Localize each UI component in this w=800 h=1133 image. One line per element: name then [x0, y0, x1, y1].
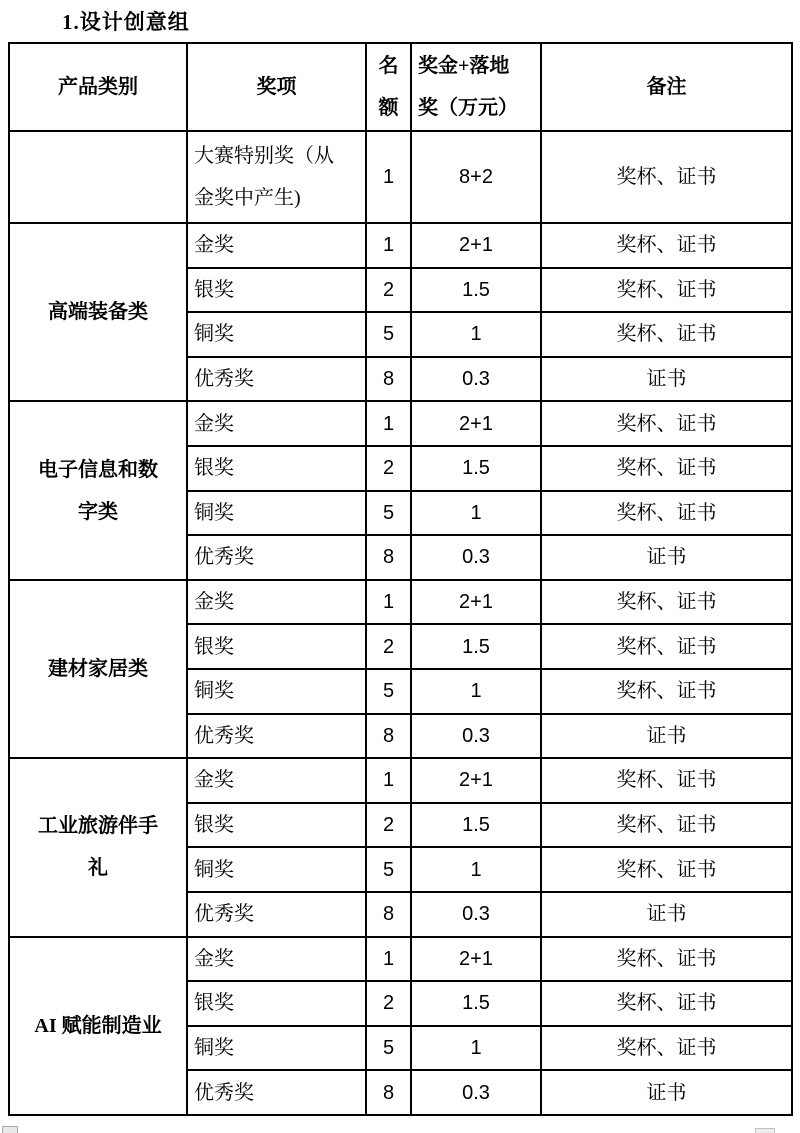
- remark-cell: 奖杯、证书: [541, 580, 792, 625]
- prize-cell: 0.3: [411, 892, 541, 937]
- quota-cell: 1: [366, 580, 411, 625]
- prize-cell: 1.5: [411, 624, 541, 669]
- header-remark: 备注: [541, 43, 792, 131]
- prize-cell: 1: [411, 491, 541, 536]
- quota-cell: 1: [366, 401, 411, 446]
- prize-cell: 2+1: [411, 401, 541, 446]
- category-cell: 高端装备类: [9, 223, 187, 401]
- prize-cell: 0.3: [411, 714, 541, 759]
- prize-cell: 2+1: [411, 580, 541, 625]
- quota-cell: 2: [366, 981, 411, 1026]
- award-cell: 金奖: [187, 401, 366, 446]
- quota-cell: 8: [366, 892, 411, 937]
- award-cell: 金奖: [187, 223, 366, 268]
- prize-cell: 1.5: [411, 446, 541, 491]
- section-title: 1.设计创意组: [62, 10, 190, 34]
- remark-cell: 奖杯、证书: [541, 223, 792, 268]
- table-row: [9, 758, 792, 803]
- remark-cell: 奖杯、证书: [541, 312, 792, 357]
- award-cell: 大赛特别奖（从 金奖中产生): [187, 131, 366, 223]
- table-row: [9, 937, 792, 982]
- award-cell: 银奖: [187, 803, 366, 848]
- image-resize-handle-left[interactable]: [2, 1126, 18, 1133]
- quota-cell: 5: [366, 1026, 411, 1071]
- remark-cell: 奖杯、证书: [541, 1026, 792, 1071]
- header-prize: 奖金+落地 奖（万元）: [411, 43, 541, 131]
- prize-cell: 0.3: [411, 535, 541, 580]
- category-cell: 工业旅游伴手 礼: [9, 758, 187, 936]
- quota-cell: 1: [366, 758, 411, 803]
- award-cell: 银奖: [187, 268, 366, 313]
- remark-cell: 奖杯、证书: [541, 624, 792, 669]
- award-cell: 金奖: [187, 758, 366, 803]
- prize-cell: 1.5: [411, 981, 541, 1026]
- prize-cell: 0.3: [411, 357, 541, 402]
- remark-cell: 奖杯、证书: [541, 669, 792, 714]
- award-cell: 金奖: [187, 580, 366, 625]
- award-cell: 优秀奖: [187, 892, 366, 937]
- table-row: [9, 401, 792, 446]
- table-row-special: [9, 131, 792, 223]
- prize-cell: 1: [411, 1026, 541, 1071]
- quota-cell: 2: [366, 624, 411, 669]
- category-cell: 建材家居类: [9, 580, 187, 758]
- award-cell: 铜奖: [187, 669, 366, 714]
- table-row: [9, 580, 792, 625]
- quota-cell: 2: [366, 268, 411, 313]
- category-cell: 电子信息和数 字类: [9, 401, 187, 579]
- prize-cell: 2+1: [411, 758, 541, 803]
- prize-cell: 2+1: [411, 223, 541, 268]
- quota-cell: 2: [366, 446, 411, 491]
- header-award: 奖项: [187, 43, 366, 131]
- quota-cell: 5: [366, 847, 411, 892]
- quota-cell: 1: [366, 131, 411, 223]
- prize-cell: 0.3: [411, 1070, 541, 1115]
- remark-cell: 证书: [541, 892, 792, 937]
- award-cell: 银奖: [187, 624, 366, 669]
- award-cell: 优秀奖: [187, 1070, 366, 1115]
- category-cell-empty: [9, 131, 187, 223]
- quota-cell: 1: [366, 937, 411, 982]
- header-category: 产品类别: [9, 43, 187, 131]
- award-cell: 优秀奖: [187, 357, 366, 402]
- remark-cell: 奖杯、证书: [541, 491, 792, 536]
- quota-cell: 8: [366, 535, 411, 580]
- prize-cell: 1.5: [411, 268, 541, 313]
- quota-cell: 8: [366, 1070, 411, 1115]
- remark-cell: 奖杯、证书: [541, 758, 792, 803]
- remark-cell: 奖杯、证书: [541, 981, 792, 1026]
- award-cell: 铜奖: [187, 491, 366, 536]
- remark-cell: 奖杯、证书: [541, 847, 792, 892]
- award-cell: 优秀奖: [187, 714, 366, 759]
- award-table: [8, 42, 793, 1116]
- remark-cell: 奖杯、证书: [541, 131, 792, 223]
- award-cell: 铜奖: [187, 1026, 366, 1071]
- quota-cell: 5: [366, 312, 411, 357]
- remark-cell: 奖杯、证书: [541, 937, 792, 982]
- quota-cell: 8: [366, 357, 411, 402]
- quota-cell: 1: [366, 223, 411, 268]
- remark-cell: 奖杯、证书: [541, 268, 792, 313]
- prize-cell: 8+2: [411, 131, 541, 223]
- award-cell: 优秀奖: [187, 535, 366, 580]
- table-row: [9, 223, 792, 268]
- image-resize-handle-right[interactable]: [755, 1128, 775, 1133]
- category-cell: AI 赋能制造业: [9, 937, 187, 1115]
- remark-cell: 奖杯、证书: [541, 803, 792, 848]
- prize-cell: 1.5: [411, 803, 541, 848]
- award-cell: 金奖: [187, 937, 366, 982]
- prize-cell: 1: [411, 847, 541, 892]
- header-quota: 名 额: [366, 43, 411, 131]
- quota-cell: 5: [366, 491, 411, 536]
- prize-cell: 1: [411, 669, 541, 714]
- remark-cell: 证书: [541, 535, 792, 580]
- quota-cell: 5: [366, 669, 411, 714]
- remark-cell: 奖杯、证书: [541, 446, 792, 491]
- quota-cell: 2: [366, 803, 411, 848]
- prize-cell: 2+1: [411, 937, 541, 982]
- award-cell: 铜奖: [187, 312, 366, 357]
- remark-cell: 奖杯、证书: [541, 401, 792, 446]
- award-cell: 银奖: [187, 981, 366, 1026]
- remark-cell: 证书: [541, 357, 792, 402]
- remark-cell: 证书: [541, 714, 792, 759]
- prize-cell: 1: [411, 312, 541, 357]
- table-header-row: [9, 43, 792, 131]
- remark-cell: 证书: [541, 1070, 792, 1115]
- award-cell: 铜奖: [187, 847, 366, 892]
- award-cell: 银奖: [187, 446, 366, 491]
- quota-cell: 8: [366, 714, 411, 759]
